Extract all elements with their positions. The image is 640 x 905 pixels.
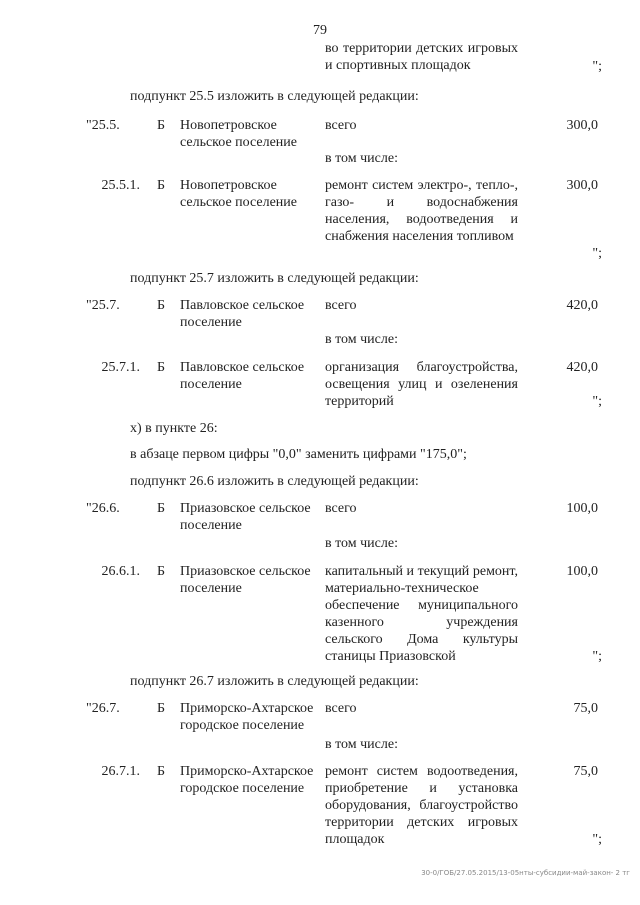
row-category: Б — [157, 564, 166, 579]
row-code: "25.7. — [86, 298, 120, 313]
paragraph-intro-25-7: подпункт 25.7 изложить в следующей редакции: — [130, 271, 419, 286]
row-description: всего — [325, 701, 357, 716]
row-description: ремонт систем электро-, тепло-, газо- и водоснабжения населения, водоотведения и снабжения населения топливом — [325, 178, 518, 244]
page-number: 79 — [313, 23, 327, 38]
closing-quote: "; — [592, 246, 602, 261]
closing-quote: "; — [592, 649, 602, 664]
row-amount: 75,0 — [573, 701, 598, 716]
including-label: в том числе: — [325, 151, 398, 166]
row-category: Б — [157, 764, 166, 779]
closing-quote: "; — [592, 59, 602, 74]
row-amount: 300,0 — [566, 178, 598, 193]
row-amount: 75,0 — [573, 764, 598, 779]
row-name: Приазовское сельское поселение — [180, 501, 311, 533]
including-label: в том числе: — [325, 332, 398, 347]
row-code: 25.5.1. — [101, 178, 140, 193]
row-name: Новопетровское сельское поселение — [180, 118, 297, 150]
row-category: Б — [157, 501, 166, 516]
row-amount: 100,0 — [566, 564, 598, 579]
row-description: капитальный и текущий ремонт, материально-техническое обеспечение муниципального казенного учреждения сельского Дома культуры станицы Приазовской — [325, 564, 518, 664]
row-code: "26.7. — [86, 701, 120, 716]
row-category: Б — [157, 360, 166, 375]
paragraph-intro-26-6: подпункт 26.6 изложить в следующей редакции: — [130, 474, 419, 489]
row-description: ремонт систем водоотведения, приобретение и установка оборудования, благоустройство территории детских игровых площадок — [325, 764, 518, 847]
including-label: в том числе: — [325, 536, 398, 551]
row-description: организация благоустройства, освещения улиц и озеленения территорий — [325, 360, 518, 409]
row-description: всего — [325, 118, 357, 133]
row-name: Павловское сельское поселение — [180, 298, 305, 330]
item-x: х) в пункте 26: — [130, 421, 218, 436]
row-category: Б — [157, 118, 166, 133]
row-name: Приазовское сельское поселение — [180, 564, 311, 596]
row-name: Приморско-Ахтарское городское поселение — [180, 701, 314, 733]
including-label: в том числе: — [325, 737, 398, 752]
row-amount: 300,0 — [566, 118, 598, 133]
paragraph-amend-26: в абзаце первом цифры "0,0" заменить цифрами "175,0"; — [130, 447, 467, 462]
row-code: "26.6. — [86, 501, 120, 516]
row-code: 25.7.1. — [101, 360, 140, 375]
row-amount: 420,0 — [566, 360, 598, 375]
footer-file-reference: 30-0/ГОБ/27.05.2015/13-05нты-субсидии-май-закон- 2 тг — [421, 869, 630, 877]
row-description: всего — [325, 501, 357, 516]
row-amount: 420,0 — [566, 298, 598, 313]
row-code: 26.7.1. — [101, 764, 140, 779]
continued-description: во территории детских игровых и спортивных площадок — [325, 41, 518, 73]
paragraph-intro-25-5: подпункт 25.5 изложить в следующей редакции: — [130, 89, 419, 104]
paragraph-intro-26-7: подпункт 26.7 изложить в следующей редакции: — [130, 674, 419, 689]
row-name: Приморско-Ахтарское городское поселение — [180, 764, 314, 796]
closing-quote: "; — [592, 832, 602, 847]
row-category: Б — [157, 298, 166, 313]
row-description: всего — [325, 298, 357, 313]
row-code: "25.5. — [86, 118, 120, 133]
row-name: Павловское сельское поселение — [180, 360, 305, 392]
closing-quote: "; — [592, 394, 602, 409]
row-amount: 100,0 — [566, 501, 598, 516]
row-code: 26.6.1. — [101, 564, 140, 579]
row-category: Б — [157, 178, 166, 193]
row-name: Новопетровское сельское поселение — [180, 178, 297, 210]
row-category: Б — [157, 701, 166, 716]
